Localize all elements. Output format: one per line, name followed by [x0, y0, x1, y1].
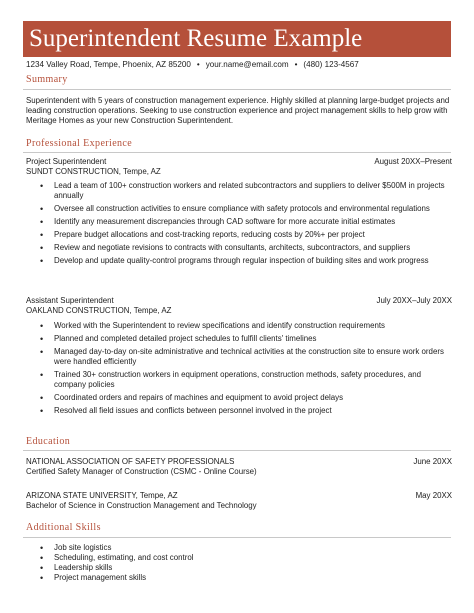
education-header	[26, 491, 452, 501]
experience-heading: Professional Experience	[26, 138, 133, 149]
job-title: Project Superintendent	[26, 157, 107, 166]
job-bullet: • Identify any measurement discrepancies through CAD software for more accurate initial estimates	[40, 217, 450, 227]
education-detail: Certified Safety Manager of Construction (CSMC - Online Course)	[26, 467, 257, 476]
job-title: Assistant Superintendent	[26, 296, 114, 305]
skill-item: • Scheduling, estimating, and cost control	[40, 553, 450, 563]
contact-line	[26, 59, 359, 70]
education-heading: Education	[26, 436, 71, 447]
summary-heading: Summary	[26, 74, 68, 85]
education-date: May 20XX	[415, 491, 452, 500]
education-date: June 20XX	[413, 457, 452, 466]
job-dates: July 20XX–July 20XX	[376, 296, 452, 305]
job-company: OAKLAND CONSTRUCTION, Tempe, AZ	[26, 306, 172, 315]
skill-item: • Leadership skills	[40, 563, 450, 573]
job-dates: August 20XX–Present	[374, 157, 452, 166]
skills-divider	[23, 537, 451, 538]
skill-item: • Job site logistics	[40, 543, 450, 553]
job-bullet: • Develop and update quality-control programs through regular inspection of building sites and work progress	[40, 256, 450, 266]
job-bullet: • Worked with the Superintendent to review specifications and identify construction requirements	[40, 321, 450, 331]
job-bullet: • Coordinated orders and repairs of machines and equipment to avoid project delays	[40, 393, 450, 403]
skill-item: • Project management skills	[40, 573, 450, 583]
job-bullet: • Trained 30+ construction workers in equipment operations, construction methods, safety procedures, and company policies	[40, 370, 450, 390]
skills-heading: Additional Skills	[26, 522, 101, 533]
job-bullet: • Prepare budget allocations and cost-tracking reports, reducing costs by 20%+ per project	[40, 230, 450, 240]
job-bullet: • Review and negotiate revisions to contracts with consultants, architects, subcontractors, and suppliers	[40, 243, 450, 253]
job-company: SUNDT CONSTRUCTION, Tempe, AZ	[26, 167, 161, 176]
education-school: NATIONAL ASSOCIATION OF SAFETY PROFESSIONALS	[26, 457, 235, 466]
summary-text: Superintendent with 5 years of construction management experience. Highly skilled at planning large-budget projects and leading construction operations. Seeking to use construction experience and project management skills to help grow with Meritage Homes as your new Construction Superintendent.	[26, 96, 450, 125]
resume-title: Superintendent Resume Example	[29, 25, 363, 52]
experience-divider	[23, 152, 451, 153]
contact-phone: (480) 123-4567	[303, 60, 359, 69]
title-banner	[23, 21, 451, 57]
job-bullet-list	[40, 321, 450, 416]
job-bullet: • Oversee all construction activities to ensure compliance with safety protocols and environmental regulations	[40, 204, 450, 214]
job-bullet-list	[40, 181, 450, 266]
job-bullet: • Planned and completed detailed project schedules to fulfill clients' timelines	[40, 334, 450, 344]
job-bullet: • Managed day-to-day on-site administrative and technical activities at the construction site to ensure work orders were handled efficiently	[40, 347, 450, 367]
contact-separator: •	[196, 60, 200, 69]
job-bullet: • Lead a team of 100+ construction workers and related subcontractors and suppliers to deliver $500M in projects annually	[40, 181, 450, 201]
job-header	[26, 296, 452, 306]
education-header	[26, 457, 452, 467]
skills-list	[40, 543, 450, 583]
job-bullet: • Resolved all field issues and conflicts between personnel involved in the project	[40, 406, 450, 416]
contact-address: 1234 Valley Road, Tempe, Phoenix, AZ 85200	[26, 60, 191, 69]
education-detail: Bachelor of Science in Construction Management and Technology	[26, 501, 257, 510]
job-header	[26, 157, 452, 167]
education-school: ARIZONA STATE UNIVERSITY, Tempe, AZ	[26, 491, 178, 500]
contact-separator: •	[294, 60, 298, 69]
summary-divider	[23, 89, 451, 90]
education-divider	[23, 450, 451, 451]
contact-email: your.name@email.com	[205, 60, 289, 69]
